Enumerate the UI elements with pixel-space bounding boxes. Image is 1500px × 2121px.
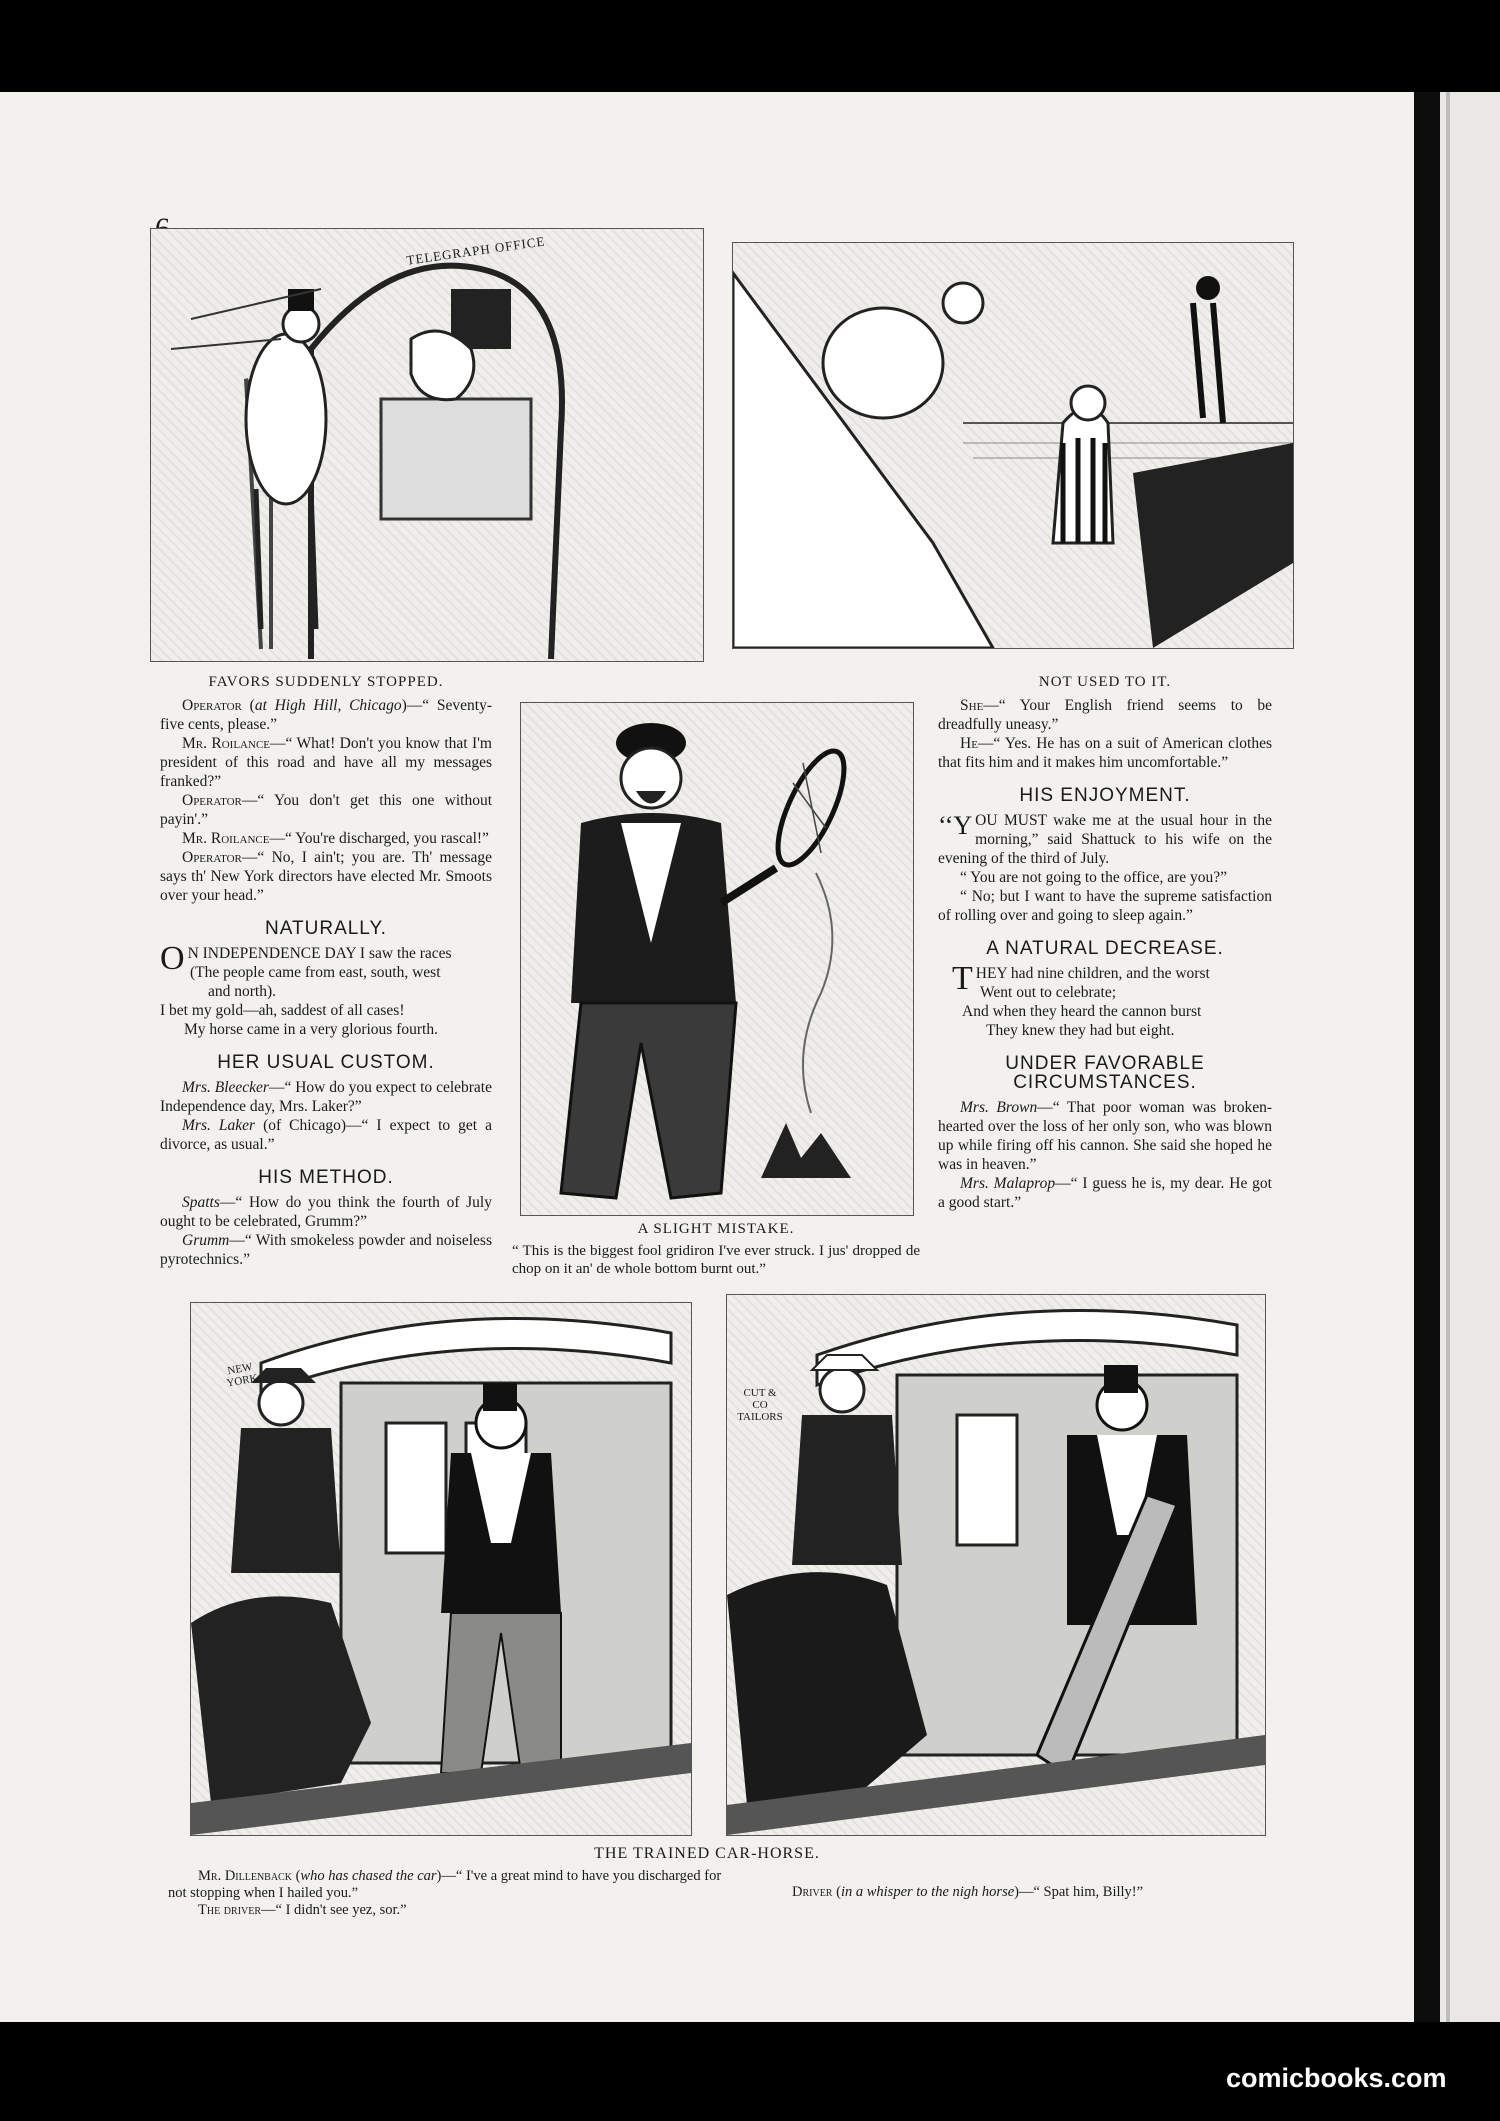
slight-mistake-quote: “ This is the biggest fool gridiron I've ever struck. I jus' dropped de chop on it an' de whole bottom burnt out.” xyxy=(512,1243,920,1277)
dialogue-line: Operator—“ You don't get this one without payin'.” xyxy=(160,792,492,828)
dialogue-line: Operator—“ No, I ain't; you are. Th' message says th' New York directors have elected Mr. Smoots over your head.” xyxy=(160,849,492,904)
telegraph-office-illustration xyxy=(150,228,704,662)
poem-line: O N INDEPENDENCE DAY I saw the races xyxy=(160,940,452,977)
decrease-title: A NATURAL DECREASE. xyxy=(986,938,1224,959)
poem-line: (The people came from east, south, west xyxy=(190,964,441,981)
story-paragraph: “ You are not going to the office, are you?” xyxy=(960,869,1228,886)
new-york-sign: NEW YORK xyxy=(225,1361,259,1390)
site-watermark: comicbooks.com xyxy=(1226,2063,1447,2093)
car-horse-illustration-right xyxy=(726,1294,1266,1836)
poem-line: and north). xyxy=(208,983,277,1000)
dialogue-line: Mr. Roilance—“ What! Don't you know that I'm president of this road and have all my messages franked?” xyxy=(160,735,492,790)
slight-mistake-caption-block xyxy=(512,1220,920,1278)
dialogue-line: Grumm—“ With smokeless powder and noiseless pyrotechnics.” xyxy=(160,1232,492,1268)
his-method-title: HIS METHOD. xyxy=(258,1167,394,1188)
dialogue-line: Mrs. Brown—“ That poor woman was broken-hearted over the loss of her only son, who was blown up while firing off his cannon. She said she hoped he was in heaven.” xyxy=(938,1099,1272,1173)
dialogue-line: Mrs. Malaprop—“ I guess he is, my dear. He got a good start.” xyxy=(938,1175,1272,1211)
dialogue-line: She—“ Your English friend seems to be dreadfully uneasy.” xyxy=(938,697,1272,733)
dialogue-line: Operator (at High Hill, Chicago)—“ Seventy-five cents, please.” xyxy=(160,697,492,733)
poem-line: I bet my gold—ah, saddest of all cases! xyxy=(160,1002,405,1019)
dialogue-line: Mrs. Laker (of Chicago)—“ I expect to get a divorce, as usual.” xyxy=(160,1117,492,1153)
page-spine xyxy=(1414,92,1440,2022)
story-paragraph: “ No; but I want to have the supreme satisfaction of rolling over and going to sleep again.” xyxy=(938,888,1272,924)
usual-custom-title: HER USUAL CUSTOM. xyxy=(217,1052,435,1073)
not-used-caption: NOT USED TO IT. xyxy=(1038,674,1172,690)
poem-line: And when they heard the cannon burst xyxy=(962,1003,1202,1020)
trained-car-horse-caption: THE TRAINED CAR-HORSE. xyxy=(594,1845,820,1862)
telegraph-office-sign: TELEGRAPH OFFICE xyxy=(405,233,547,268)
car-horse-left-dialogue xyxy=(168,1868,738,1919)
gridiron-illustration xyxy=(520,702,914,1216)
adjacent-page-edge xyxy=(1446,92,1450,2022)
slight-mistake-caption: A SLIGHT MISTAKE. xyxy=(637,1221,795,1237)
tailors-sign: CUT & CO TAILORS xyxy=(737,1387,783,1423)
story-paragraph: ‘‘Y OU MUST wake me at the usual hour in the morning,” said Shattuck to his wife on the evening of the third of July. xyxy=(938,811,1272,867)
right-column xyxy=(938,673,1272,1212)
dialogue-line: The driver—“ I didn't see yez, sor.” xyxy=(198,1902,407,1918)
dialogue-line: He—“ Yes. He has on a suit of American clothes that fits him and it makes him uncomfortable.” xyxy=(938,735,1272,771)
left-column xyxy=(160,673,492,1269)
car-horse-right-dialogue: Driver (in a whisper to the nigh horse)—“ Spat him, Billy!” xyxy=(792,1884,1144,1900)
dialogue-line: Mr. Roilance—“ You're discharged, you rascal!” xyxy=(182,830,489,847)
car-horse-illustration-left xyxy=(190,1302,692,1836)
dialogue-line: Mr. Dillenback (who has chased the car)—“ I've a great mind to have you discharged for not stopping when I hailed you.” xyxy=(168,1868,722,1901)
dialogue-line: Spatts—“ How do you think the fourth of July ought to be celebrated, Grumm?” xyxy=(160,1194,492,1230)
seaside-illustration xyxy=(732,242,1294,649)
naturally-title: NATURALLY. xyxy=(265,918,387,939)
enjoyment-title: HIS ENJOYMENT. xyxy=(1019,785,1191,806)
poem-line: Went out to celebrate; xyxy=(980,984,1117,1001)
favorable-title: UNDER FAVORABLE CIRCUMSTANCES. xyxy=(1005,1053,1205,1093)
dialogue-line: Mrs. Bleecker—“ How do you expect to celebrate Independence day, Mrs. Laker?” xyxy=(160,1079,492,1115)
poem-line: THEY had nine children, and the worst xyxy=(952,960,1210,997)
favors-caption: FAVORS SUDDENLY STOPPED. xyxy=(208,674,444,690)
poem-line: They knew they had but eight. xyxy=(986,1022,1175,1039)
poem-line: My horse came in a very glorious fourth. xyxy=(184,1021,438,1038)
